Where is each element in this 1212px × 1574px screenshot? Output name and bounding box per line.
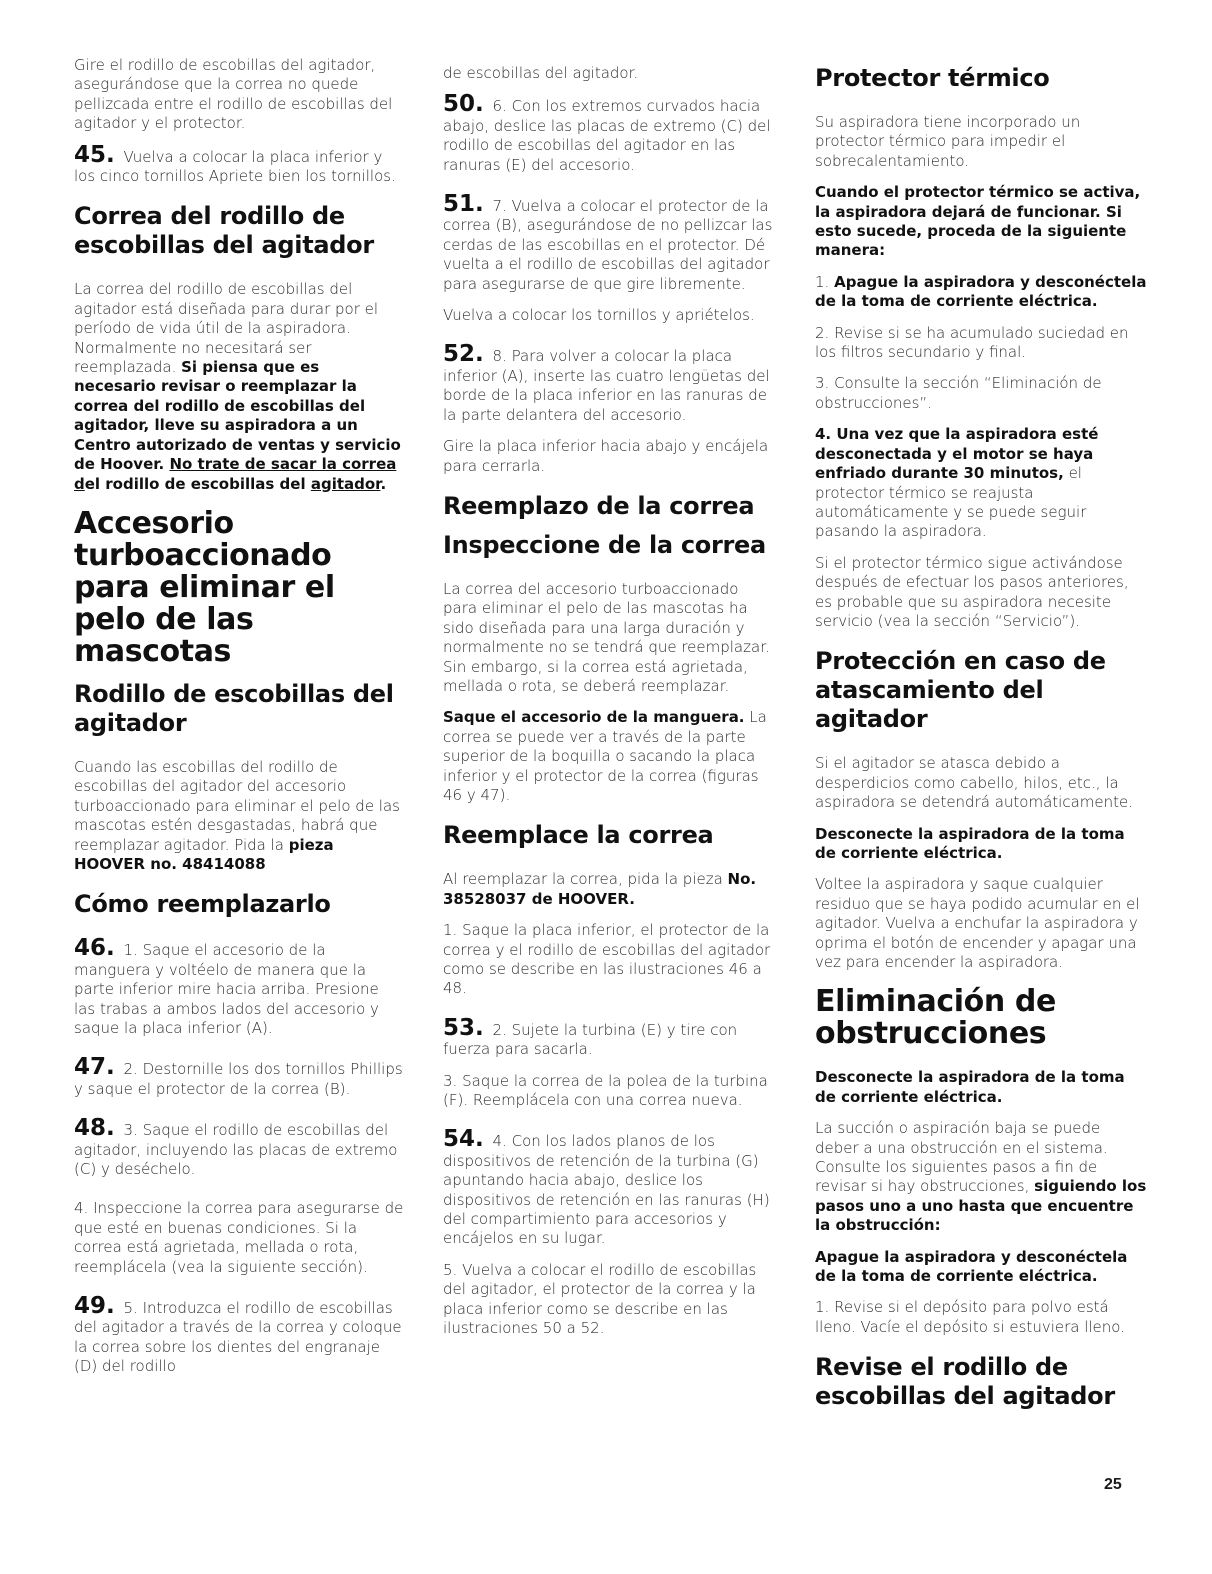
- step-number: 49.: [74, 1293, 115, 1320]
- paragraph-la-succion: [815, 1119, 1147, 1235]
- paragraph-su: Su aspiradora tiene incorporado un protector térmico para impedir el sobrecalentamiento.: [815, 113, 1081, 170]
- step-text: Vuelva a colocar la placa inferior y los cinco tornillos Apriete bien los tornillos.: [74, 147, 396, 186]
- column-right: [815, 56, 1147, 1431]
- heading-como: Cómo reemplazarlo: [74, 890, 331, 919]
- step-number: 47.: [74, 1054, 115, 1081]
- step-text: 7. Vuelva a colocar el protector de la correa (B), asegurándose de no pellizcar las cerdas de las escobillas en el protector. Dé vuelta a el rodillo de escobillas del agitador para asegurarse de que gire libremente.: [443, 197, 773, 293]
- column-middle: [443, 56, 775, 1351]
- step-text: 8. Para volver a colocar la placa inferior (A), inserte las cuatro lengüetas del borde de la placa inferior en las ranuras de la parte delantera del accesorio.: [443, 347, 770, 424]
- step-number: 46.: [74, 935, 115, 962]
- paragraph-inspeccione: 4. Inspeccione la correa para asegurarse de que esté en buenas condiciones. Si la correa está agrietada, mellada o rota, reemplácela (vea la siguiente sección).: [74, 1199, 404, 1276]
- paragraph-cuando-bold: Cuando el protector térmico se activa, la aspiradora dejará de funcionar. Si esto sucede, proceda de la siguiente manera:: [815, 183, 1141, 260]
- column-left: [74, 56, 404, 1389]
- step-48: [74, 1115, 404, 1179]
- text-bold: 4. Una vez que la aspiradora esté desconectada y el motor se haya enfriado durante 30 minutos,: [815, 425, 1099, 483]
- heading-proteccion: Protección en caso de atascamiento del agitador: [815, 647, 1106, 734]
- heading-accesorio: Accesorio turboaccionado para eliminar el pelo de las mascotas: [74, 505, 335, 669]
- paragraph-voltee: Voltee la aspiradora y saque cualquier residuo que se haya podido acumular en el agitador. Vuelva a enchufar la aspiradora y oprima el botón de encender y apagar una vez para encender la aspiradora.: [815, 875, 1140, 971]
- step-54: [443, 1126, 775, 1248]
- paragraph-tornillos: Vuelva a colocar los tornillos y apriételos.: [443, 306, 755, 325]
- heading-inspeccione: Inspeccione de la correa: [443, 530, 766, 559]
- list-number: 1.: [815, 272, 835, 291]
- paragraph-vuelva: 5. Vuelva a colocar el rodillo de escobillas del agitador, el protector de la correa y la placa inferior como se describe en las ilustraciones 50 a 52.: [443, 1260, 757, 1338]
- text-b: No. 38528037 de HOOVER.: [443, 870, 757, 908]
- paragraph-saque: [443, 708, 775, 805]
- paragraph-consulte: 3. Consulte la sección “Eliminación de obstrucciones”.: [815, 374, 1102, 412]
- text: La correa se puede ver a través de la parte superior de la boquilla o sacando la placa inferior y el protector de la correa (figuras 46 y 47).: [443, 708, 767, 804]
- step-text: 4. Con los lados planos de los dispositivos de retención de la turbina (G) apuntando hacia abajo, deslice los dispositivos de retención en las ranuras (H) del compartimiento para accesorios y encájelos en su lugar.: [443, 1132, 770, 1248]
- step-text: 1. Saque el accesorio de la manguera y voltéelo de manera que la parte inferior mire hacia arriba. Presione las trabas a ambos lados del accesorio y saque la placa inferior (A).: [74, 941, 379, 1037]
- step-number: 53.: [443, 1014, 484, 1041]
- paragraph-la-correa: La correa del accesorio turboaccionado para eliminar el pelo de las mascotas ha sido diseñada para una larga duración y normalmente no se tendrá que reemplazar. Sin embargo, si la correa está agrietada, mellada o rota, se deberá reemplazar.: [443, 579, 770, 695]
- heading-reemplazo: Reemplazo de la correa: [443, 491, 755, 520]
- step-46: [74, 935, 404, 1038]
- text-a: La correa del rodillo de escobillas del agitador está diseñada para durar por el período de vida útil de la aspiradora. Normalmente no necesitará ser reemplazada.: [74, 280, 379, 377]
- step-45: [74, 141, 404, 187]
- paragraph-apague: [815, 273, 1147, 312]
- step-51: [443, 191, 775, 294]
- paragraph-correa: [74, 280, 404, 493]
- step-52: [443, 341, 775, 425]
- text-c: No trate de sacar la correa d: [74, 455, 397, 493]
- text-a: Cuando las escobillas del rodillo de escobillas del agitador del accesorio turboaccionado para eliminar el pelo de las mascotas estén desgastadas, habrá que reemplazar agitador. Pida la: [74, 757, 400, 854]
- step-text: 2. Destornille los dos tornillos Phillips y saque el protector de la correa (B).: [74, 1060, 403, 1098]
- paragraph-una: [815, 425, 1147, 541]
- text-d: el rodillo de escobillas del: [84, 474, 311, 493]
- text-a: La succión o aspiración baja se puede deber a una obstrucción en el sistema. Consulte los siguientes pasos a fin de revisar si hay obstrucciones,: [815, 1119, 1108, 1196]
- heading-eliminacion: Eliminación de obstrucciones: [815, 984, 1056, 1052]
- text-b: siguiendo los pasos uno a uno hasta que encuentre la obstrucción:: [815, 1177, 1147, 1235]
- paragraph-gire: Gire el rodillo de escobillas del agitador, asegurándose que la correa no quede pellizcada entre el rodillo de escobillas del agitador y el protector.: [74, 56, 393, 133]
- paragraph-revise-deposito: 1. Revise si el depósito para polvo está lleno. Vacíe el depósito si estuviera lleno.: [815, 1298, 1125, 1336]
- paragraph-desconecte-2: Desconecte la aspiradora de la toma de corriente eléctrica.: [815, 1068, 1125, 1106]
- step-number: 50.: [443, 91, 484, 118]
- text-bold: Saque el accesorio de la manguera.: [443, 708, 745, 727]
- step-49: [74, 1293, 404, 1377]
- step-text: 2. Sujete la turbina (E) y tire con fuerza para sacarla.: [443, 1020, 738, 1059]
- text-a: Al reemplazar la correa, pida la pieza: [443, 870, 728, 889]
- step-number: 45.: [74, 141, 115, 168]
- text-e: agitador: [310, 474, 381, 493]
- heading-protector: Protector térmico: [815, 64, 1050, 92]
- paragraph-si: Si el protector térmico sigue activándose después de efectuar los pasos anteriores, es probable que su aspiradora necesite servicio (vea la sección “Servicio”).: [815, 553, 1129, 630]
- paragraph-saque-placa: 1. Saque la placa inferior, el protector de la correa y el rodillo de escobillas del agitador como se describe en las ilustraciones 46 a 48.: [443, 921, 771, 998]
- step-number: 51.: [443, 191, 484, 218]
- step-50: [443, 91, 775, 175]
- paragraph-apague-2: Apague la aspiradora y desconéctela de la toma de corriente eléctrica.: [815, 1247, 1128, 1286]
- step-number: 52.: [443, 341, 484, 368]
- step-47: [74, 1054, 404, 1099]
- step-text: 6. Con los extremos curvados hacia abajo, deslice las placas de extremo (C) del rodillo de escobillas del agitador en las ranuras (E) del accesorio.: [443, 97, 771, 174]
- text-f: .: [380, 474, 387, 493]
- step-number: 48.: [74, 1115, 115, 1142]
- paragraph-si-agitador: Si el agitador se atasca debido a desperdicios como cabello, hilos, etc., la aspiradora se detendrá automáticamente.: [815, 754, 1133, 812]
- paragraph-gire-placa: Gire la placa inferior hacia abajo y encájela para cerrarla.: [443, 437, 769, 475]
- heading-rodillo: Rodillo de escobillas del agitador: [74, 679, 394, 737]
- heading-reemplace: Reemplace la correa: [443, 821, 714, 850]
- text: el protector térmico se reajusta automáticamente y se puede seguir pasando la aspiradora.: [815, 464, 1087, 541]
- paragraph-cuando: [74, 758, 404, 874]
- step-text: 5. Introduzca el rodillo de escobillas del agitador a través de la correa y coloque la correa sobre los dientes del engranaje (D) del rodillo: [74, 1299, 402, 1376]
- paragraph-cont: de escobillas del agitador.: [443, 64, 639, 82]
- paragraph-al: [443, 870, 775, 909]
- step-number: 54.: [443, 1126, 484, 1153]
- paragraph-saque-polea: 3. Saque la correa de la polea de la turbina (F). Reemplácela con una correa nueva.: [443, 1071, 768, 1110]
- step-53: [443, 1014, 775, 1060]
- text-bold: Apague la aspiradora y desconéctela de la toma de corriente eléctrica.: [815, 272, 1147, 311]
- page-number: 25: [1104, 1476, 1122, 1493]
- paragraph-desconecte-1: Desconecte la aspiradora de la toma de corriente eléctrica.: [815, 824, 1125, 862]
- text-b: Si piensa que es necesario revisar o reemplazar la correa del rodillo de escobillas del agitador, lleve su aspiradora a un Centro autorizado de ventas y servicio de Hoover.: [74, 358, 401, 474]
- text-b: pieza HOOVER no. 48414088: [74, 835, 334, 873]
- heading-correa: Correa del rodillo de escobillas del agitador: [74, 202, 374, 260]
- step-text: 3. Saque el rodillo de escobillas del agitador, incluyendo las placas de extremo (C) y deséchelo.: [74, 1121, 398, 1178]
- paragraph-revise: 2. Revise si se ha acumulado suciedad en los filtros secundario y final.: [815, 323, 1129, 362]
- heading-revise: Revise el rodillo de escobillas del agitador: [815, 1353, 1115, 1411]
